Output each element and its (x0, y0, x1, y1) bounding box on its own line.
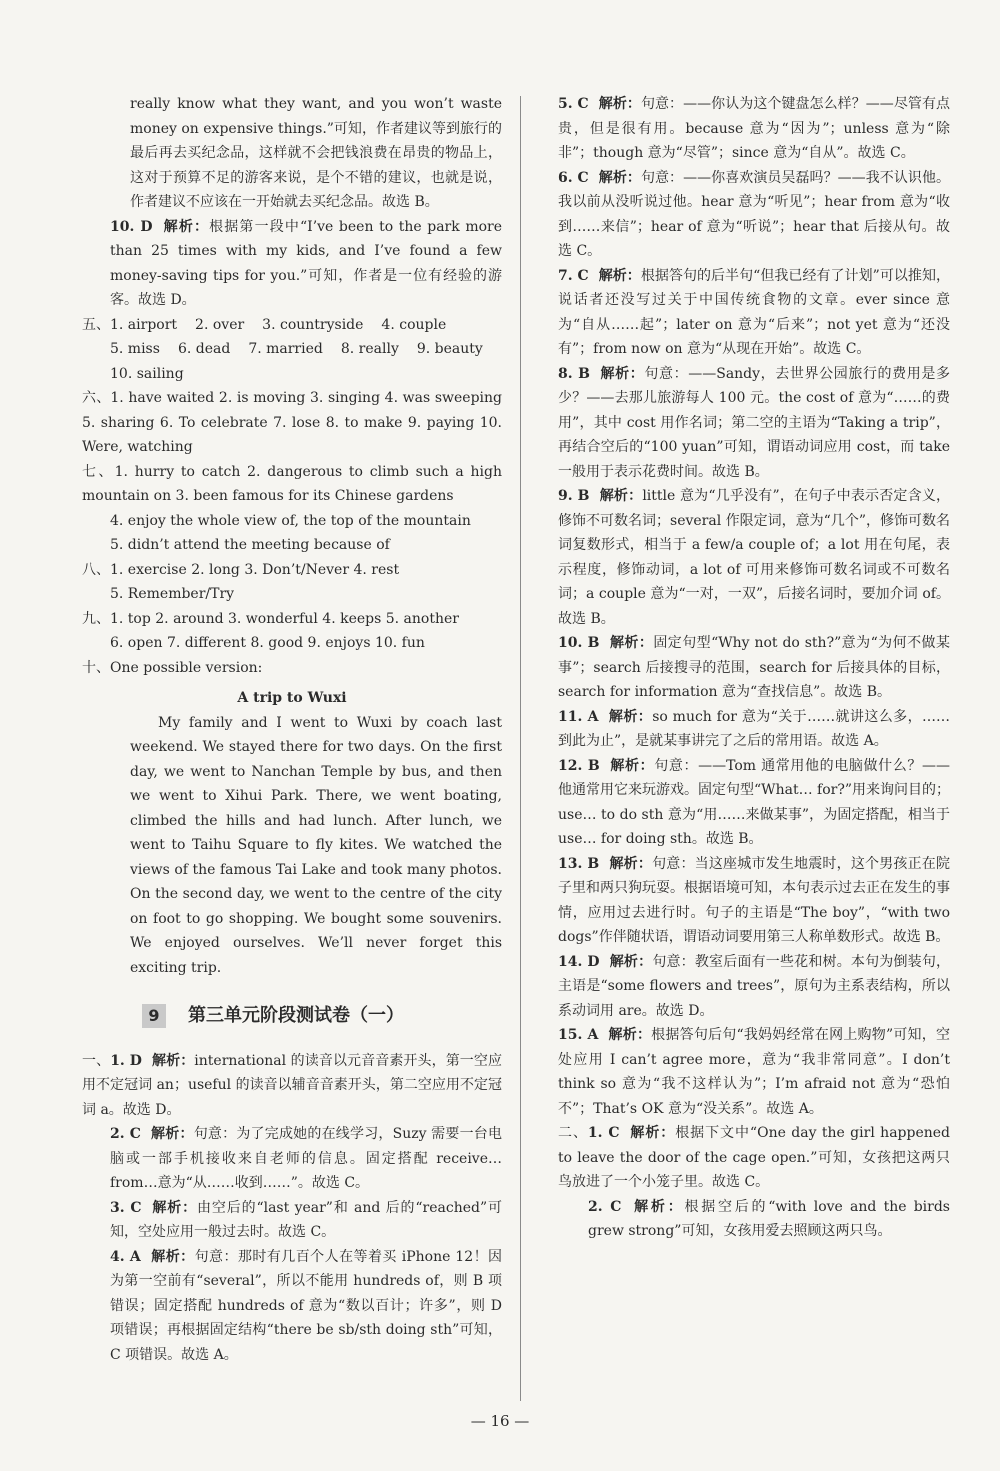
blank-answer: 4. couple (381, 316, 447, 333)
blank-answer: 1. airport (110, 316, 178, 333)
answer-text: 根据下文中“One day the girl happened to leave the door of the cage open.”可知，女孩把这两只鸟放进了一个小笼子里。故选 C。 (558, 1125, 951, 1190)
answer-text: international 的读音以元音音素开头，第一空应用不定冠词 an；useful 的读音以辅音音素开头，第二空应用不定冠词 a。故选 D。 (82, 1052, 502, 1118)
section-5-row3 (82, 362, 502, 387)
answer-item (558, 950, 950, 1024)
analysis-label: 解析： (599, 488, 643, 504)
right-column (558, 92, 950, 1244)
answer-text: little 意为“几乎没有”，在句子中表示否定含义，修饰不可数名词；several 作限定词，意为“几个”，修饰可数名词复数形式，相当于 a few/a couple of；a lot 用在句尾，表示程度，修饰动词，a lot of 可用来修饰可数名词或不可数名词；a couple 意为“一对，一双”，后接名词时，要加介词 of。故选 B。 (558, 488, 951, 627)
answer-item (558, 1121, 950, 1195)
answer-number: 2. C (110, 1126, 141, 1142)
analysis-label: 解析： (629, 1125, 676, 1141)
blank-answer: 3. countryside (262, 316, 364, 333)
section-5 (82, 313, 502, 338)
answer-number: 7. C (558, 267, 589, 284)
right-answer-list (558, 92, 950, 1121)
blank-answer: 8. really (340, 341, 399, 357)
answer-2 (82, 1122, 502, 1196)
answer-item (558, 92, 950, 166)
analysis-label: 解析： (150, 1126, 194, 1142)
answer-text: 根据答句后句“我妈妈经常在网上购物”可知，空处应用 I can’t agree more，意为“我非常同意”。I don’t think so 意为“我不这样认为”；I’m afraid not 意为“恐怕不”；That’s OK 意为“没关系”。故选 A。 (558, 1027, 950, 1117)
section-9-line2: 6. open 7. different 8. good 9. enjoys 10. fun (110, 635, 425, 651)
answer-number: 10. B (558, 635, 600, 651)
essay-body: My family and I went to Wuxi by coach last weekend. We stayed there for two days. On the first day, we went to Nanchan Temple by bus, and then we went to Xihui Park. There, we went boating, climbed the hills and had lunch. After lunch, we went to Taihu Square to fly kites. We watched the views of the famous Tai Lake and took many photos. On the second day, we went to the centre of the city on foot to go shopping. We bought some souvenirs. We enjoyed ourselves. We’ll never forget this exciting trip. (130, 714, 502, 976)
answer-number: 15. A (558, 1027, 599, 1043)
section-2-head: 二、 (558, 1125, 588, 1141)
section-8-line1: 八、1. exercise 2. long 3. Don’t/Never 4. rest (82, 561, 400, 578)
section-9-line1: 九、1. top 2. around 3. wonderful 4. keeps 5. another (82, 610, 459, 627)
answer-text: 句意：那时有几百个人在等着买 iPhone 12！因为第一空前有“several”，所以不能用 hundreds of，则 B 项错误；固定搭配 hundreds of 意为“数以百计；许多”，则 D 项错误；再根据固定结构“there be sb/sth doing sth”可知，C 项错误。故选 A。 (110, 1248, 503, 1363)
unit-number-badge: 9 (142, 1004, 166, 1028)
answer-text: 固定句型“Why not do sth?”意为“为何不做某事”；search 后接搜寻的范围，search for 后接具体的目标，search for information 意为“查找信息”。故选 B。 (558, 635, 950, 700)
answer-3 (82, 1196, 502, 1245)
answer-number: 1. D (110, 1052, 142, 1069)
analysis-label: 解析： (162, 218, 210, 235)
answer-number: 8. B (558, 365, 590, 382)
answer-number: 2. C (588, 1198, 622, 1215)
section-6: 六、1. have waited 2. is moving 3. singing 4. was sweeping 5. sharing 6. To celebrate 7. lose 8. to make 9. paying 10. Were, watching (82, 390, 502, 455)
column-divider (520, 96, 521, 1401)
answer-number: 9. B (558, 488, 590, 504)
analysis-label: 解析： (609, 757, 655, 774)
answer-item (558, 631, 950, 705)
analysis-label: 解析： (599, 365, 645, 382)
analysis-label: 解析： (151, 1052, 195, 1069)
answer-text: 句意：教室后面有一些花和树。本句为倒装句，主语是“some flowers and trees”，原句为主系表结构，所以系动词用 are。故选 D。 (558, 953, 951, 1019)
answer-1 (82, 1049, 502, 1123)
left-column (82, 92, 502, 1367)
analysis-label: 解析： (609, 635, 654, 651)
answer-10 (82, 215, 502, 313)
answer-text: so much for 意为“关于……就讲这么多，……到此为止”，是就某事讲完了之后的常用语。故选 A。 (558, 708, 951, 749)
blank-answer: 2. over (195, 316, 245, 333)
analysis-label: 解析： (609, 953, 653, 970)
answer-item (558, 705, 950, 754)
answer-item (558, 362, 950, 485)
analysis-label: 解析： (151, 1199, 197, 1216)
section-7-line3: 5. didn’t attend the meeting because of (110, 537, 390, 553)
answer-number: 5. C (558, 96, 589, 112)
answer-item (558, 1195, 950, 1244)
answer-number: 6. C (558, 169, 589, 186)
unit-title: 第三单元阶段测试卷（一） (188, 1005, 404, 1026)
blank-answer: 9. beauty (416, 341, 483, 357)
answer-item (558, 484, 950, 631)
answer-text: 句意：——Tom 通常用他的电脑做什么？——他通常用它来玩游戏。固定句型“What… for?”用来询问目的；use… to do sth 意为“用……来做某事”，为固定搭配，相当于 use… for doing sth。故选 B。 (558, 757, 951, 847)
blank-answer: 10. sailing (110, 365, 184, 382)
page-number: — 16 — (470, 1412, 530, 1430)
answer-item (558, 166, 950, 264)
answer-number: 12. B (558, 757, 600, 774)
answer-text: 句意：——你喜欢演员吴磊吗？——我不认识他。我以前从没听说过他。hear 意为“听见”；hear from 意为“收到……来信”；hear of 意为“听说”；hear that 后接从句。故选 C。 (558, 169, 951, 259)
answer-number: 10. D (110, 218, 153, 235)
answer-number: 13. B (558, 855, 600, 872)
analysis-label: 解析： (150, 1248, 195, 1265)
section-7-line2: 4. enjoy the whole view of, the top of the mountain (110, 512, 471, 529)
answer-text: 根据第一段中“I’ve been to the park more than 25 times with my kids, and I’ve found a few money-saving tips for you.”可知，作者是一位有经验的游客。故选 D。 (110, 218, 503, 308)
answer-item (558, 264, 950, 362)
answer-number: 1. C (587, 1125, 620, 1141)
analysis-label: 解析： (608, 708, 653, 725)
section-5-head: 五、 (82, 316, 110, 333)
analysis-label: 解析： (631, 1198, 685, 1215)
answer-text: 由空后的“last year”和 and 后的“reached”可知，空处应用一般过去时。故选 C。 (110, 1199, 502, 1240)
section-7-line1: 七、1. hurry to catch 2. dangerous to climb such a high mountain on 3. been famous for its Chinese gardens (82, 463, 502, 504)
blank-answer: 6. dead (177, 341, 231, 357)
section-1-head: 一、 (82, 1052, 111, 1069)
answer-number: 3. C (110, 1199, 142, 1216)
blank-answer: 5. miss (110, 341, 160, 357)
answer-number: 4. A (110, 1248, 141, 1265)
blank-answer: 7. married (248, 341, 323, 357)
answer-text: 根据答句的后半句“但我已经有了计划”可以推知，说话者还没写过关于中国传统食物的文章。ever since 意为“自从……起”；later on 意为“后来”；not yet 意为“还没有”；from now on 意为“从现在开始”。故选 C。 (558, 267, 950, 357)
section-8-line2: 5. Remember/Try (110, 586, 235, 602)
answer-text: 根据空后的“with love and the birds grew strong”可知，女孩用爱去照顾这两只鸟。 (588, 1198, 950, 1239)
answer-number: 11. A (558, 708, 599, 725)
essay-title: A trip to Wuxi (237, 690, 347, 706)
answer-item (558, 852, 950, 950)
analysis-label: 解析： (598, 96, 641, 112)
intro-paragraph: really know what they want, and you won’t waste money on expensive things.”可知，作者建议等到旅行的最后再去买纪念品，这样就不会把钱浪费在昂贵的物品上，这对于预算不足的游客来说，是个不错的建议，也就是说，作者建议不应该在一开始就去买纪念品。故选 B。 (130, 96, 502, 210)
answer-text: 句意：——Sandy，去世界公园旅行的费用是多少？——去那儿旅游每人 100 元。the cost of 意为“……的费用”，其中 cost 用作名词；第二空的主语为“Taking a trip”，再结合空后的“100 yuan”可知，谓语动词应用 cost，而 take 一般用于表示花费时间。故选 B。 (558, 365, 951, 480)
answer-text: 句意：——你认为这个键盘怎么样？——尽管有点贵，但是很有用。because 意为“因为”；unless 意为“除非”；though 意为“尽管”；since 意为“自从”。故选 C。 (558, 96, 951, 161)
unit-heading (142, 1004, 502, 1029)
analysis-label: 解析： (598, 169, 641, 186)
right-section-2 (558, 1121, 950, 1244)
analysis-label: 解析： (598, 267, 641, 284)
section-5-row2 (82, 337, 502, 362)
answer-item (558, 1023, 950, 1121)
answer-4 (82, 1245, 502, 1368)
answer-item (558, 754, 950, 852)
answer-text: 句意：当这座城市发生地震时，这个男孩正在院子里和两只狗玩耍。根据语境可知，本句表示过去正在发生的事情，应用过去进行时。句子的主语是“The boy”，“with two dogs”作伴随状语，谓语动词要用第三人称单数形式。故选 B。 (558, 855, 950, 945)
section-10: 十、One possible version: (82, 659, 263, 676)
answer-number: 14. D (558, 953, 600, 970)
analysis-label: 解析： (608, 1027, 652, 1043)
analysis-label: 解析： (609, 855, 653, 872)
answer-text: 句意：为了完成她的在线学习，Suzy 需要一台电脑或一部手机接收来自老师的信息。固定搭配 receive…from…意为“从……收到……”。故选 C。 (110, 1126, 502, 1191)
